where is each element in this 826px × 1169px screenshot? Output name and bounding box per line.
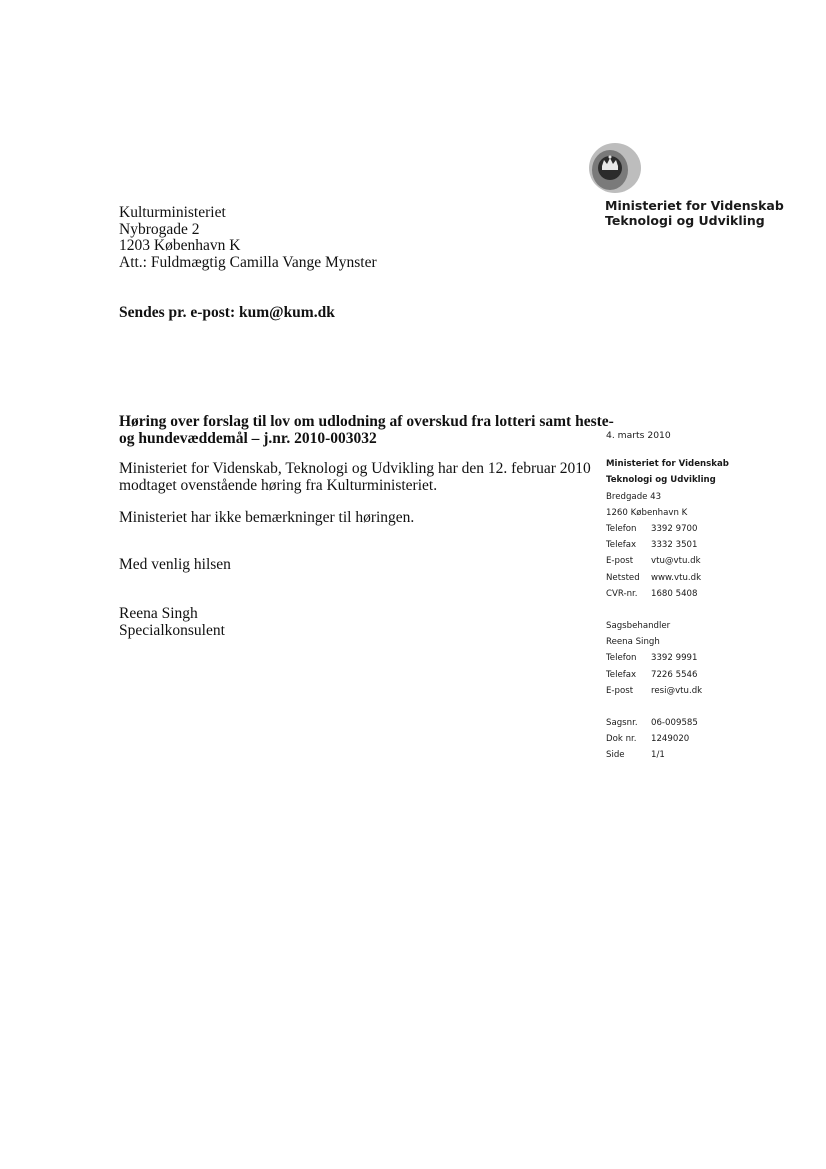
sidebar-contact-row (606, 570, 806, 586)
contact-label: CVR-nr. (606, 588, 638, 599)
recipient-city: 1203 København K (119, 237, 241, 254)
sidebar-address-line2: 1260 København K (606, 507, 688, 518)
sidebar-contact-row (606, 521, 806, 537)
body-paragraph-2 (119, 509, 414, 526)
contact-value: 3332 3501 (651, 540, 698, 551)
caseworker-contact-row (606, 683, 806, 699)
contact-value: 3392 9700 (651, 524, 698, 535)
letter-subject (119, 413, 614, 447)
contact-value: www.vtu.dk (651, 572, 702, 583)
caseworker-heading: Sagsbehandler (606, 621, 671, 632)
send-by-email-line: Sendes pr. e-post: kum@kum.dk (119, 304, 335, 321)
reference-label: Sagsnr. (606, 718, 638, 729)
contact-value: 7226 5546 (651, 669, 698, 680)
signature-block (119, 605, 225, 639)
sidebar-contact-row (606, 586, 806, 602)
contact-label: Netsted (606, 572, 640, 583)
contact-label: Telefax (606, 540, 637, 551)
letterhead-org-line1: Ministeriet for Videnskab (605, 198, 784, 213)
signer-name: Reena Singh (119, 605, 198, 622)
contact-label: Telefon (606, 524, 637, 535)
contact-label: E-post (606, 556, 634, 567)
subject-line-2: og hundevæddemål – j.nr. 2010-003032 (119, 430, 377, 447)
sidebar-contact-row (606, 553, 806, 569)
reference-label: Dok nr. (606, 734, 637, 745)
contact-value: 1680 5408 (651, 588, 698, 599)
letterhead-org-name (605, 198, 784, 228)
signer-title: Specialkonsulent (119, 622, 225, 639)
caseworker-contact-row (606, 650, 806, 666)
body-paragraph-2-text: Ministeriet har ikke bemærkninger til høringen. (119, 509, 415, 526)
contact-label: Telefax (606, 669, 637, 680)
contact-value: 3392 9991 (651, 653, 698, 664)
reference-label: Side (606, 750, 625, 761)
sidebar-org-line2: Teknologi og Udvikling (606, 475, 716, 486)
reference-row (606, 715, 806, 731)
reference-value: 1249020 (651, 734, 690, 745)
contact-value: vtu@vtu.dk (651, 556, 701, 567)
recipient-att: Att.: Fuldmægtig Camilla Vange Mynster (119, 253, 377, 271)
closing-greeting (119, 556, 231, 573)
contact-label: Telefon (606, 653, 637, 664)
caseworker-name: Reena Singh (606, 637, 660, 648)
reference-value: 1/1 (651, 750, 665, 761)
recipient-name: Kulturministeriet (119, 204, 226, 221)
subject-line-1: Høring over forslag til lov om udlodning af overskud fra lotteri samt heste- (119, 413, 614, 430)
recipient-address (119, 205, 377, 271)
sidebar-info (606, 428, 806, 764)
sidebar-address-line1: Bredgade 43 (606, 491, 662, 502)
body-paragraph-1 (119, 460, 591, 494)
reference-row (606, 731, 806, 747)
reference-value: 06-009585 (651, 718, 698, 729)
contact-value: resi@vtu.dk (651, 685, 703, 696)
caseworker-contact-row (606, 667, 806, 683)
letter-date: 4. marts 2010 (606, 430, 671, 441)
sidebar-org-line1: Ministeriet for Videnskab (606, 459, 729, 470)
reference-row (606, 747, 806, 763)
body-paragraph-1-line-1: Ministeriet for Videnskab, Teknologi og Udvikling har den 12. februar 2010 (119, 460, 591, 477)
recipient-street: Nybrogade 2 (119, 220, 200, 238)
sidebar-contact-row (606, 537, 806, 553)
closing-text: Med venlig hilsen (119, 556, 231, 573)
letterhead-org-line2: Teknologi og Udvikling (605, 213, 765, 228)
body-paragraph-1-line-2: modtaget ovenstående høring fra Kulturministeriet. (119, 477, 438, 494)
ministry-logo-icon (586, 140, 642, 196)
contact-label: E-post (606, 685, 634, 696)
